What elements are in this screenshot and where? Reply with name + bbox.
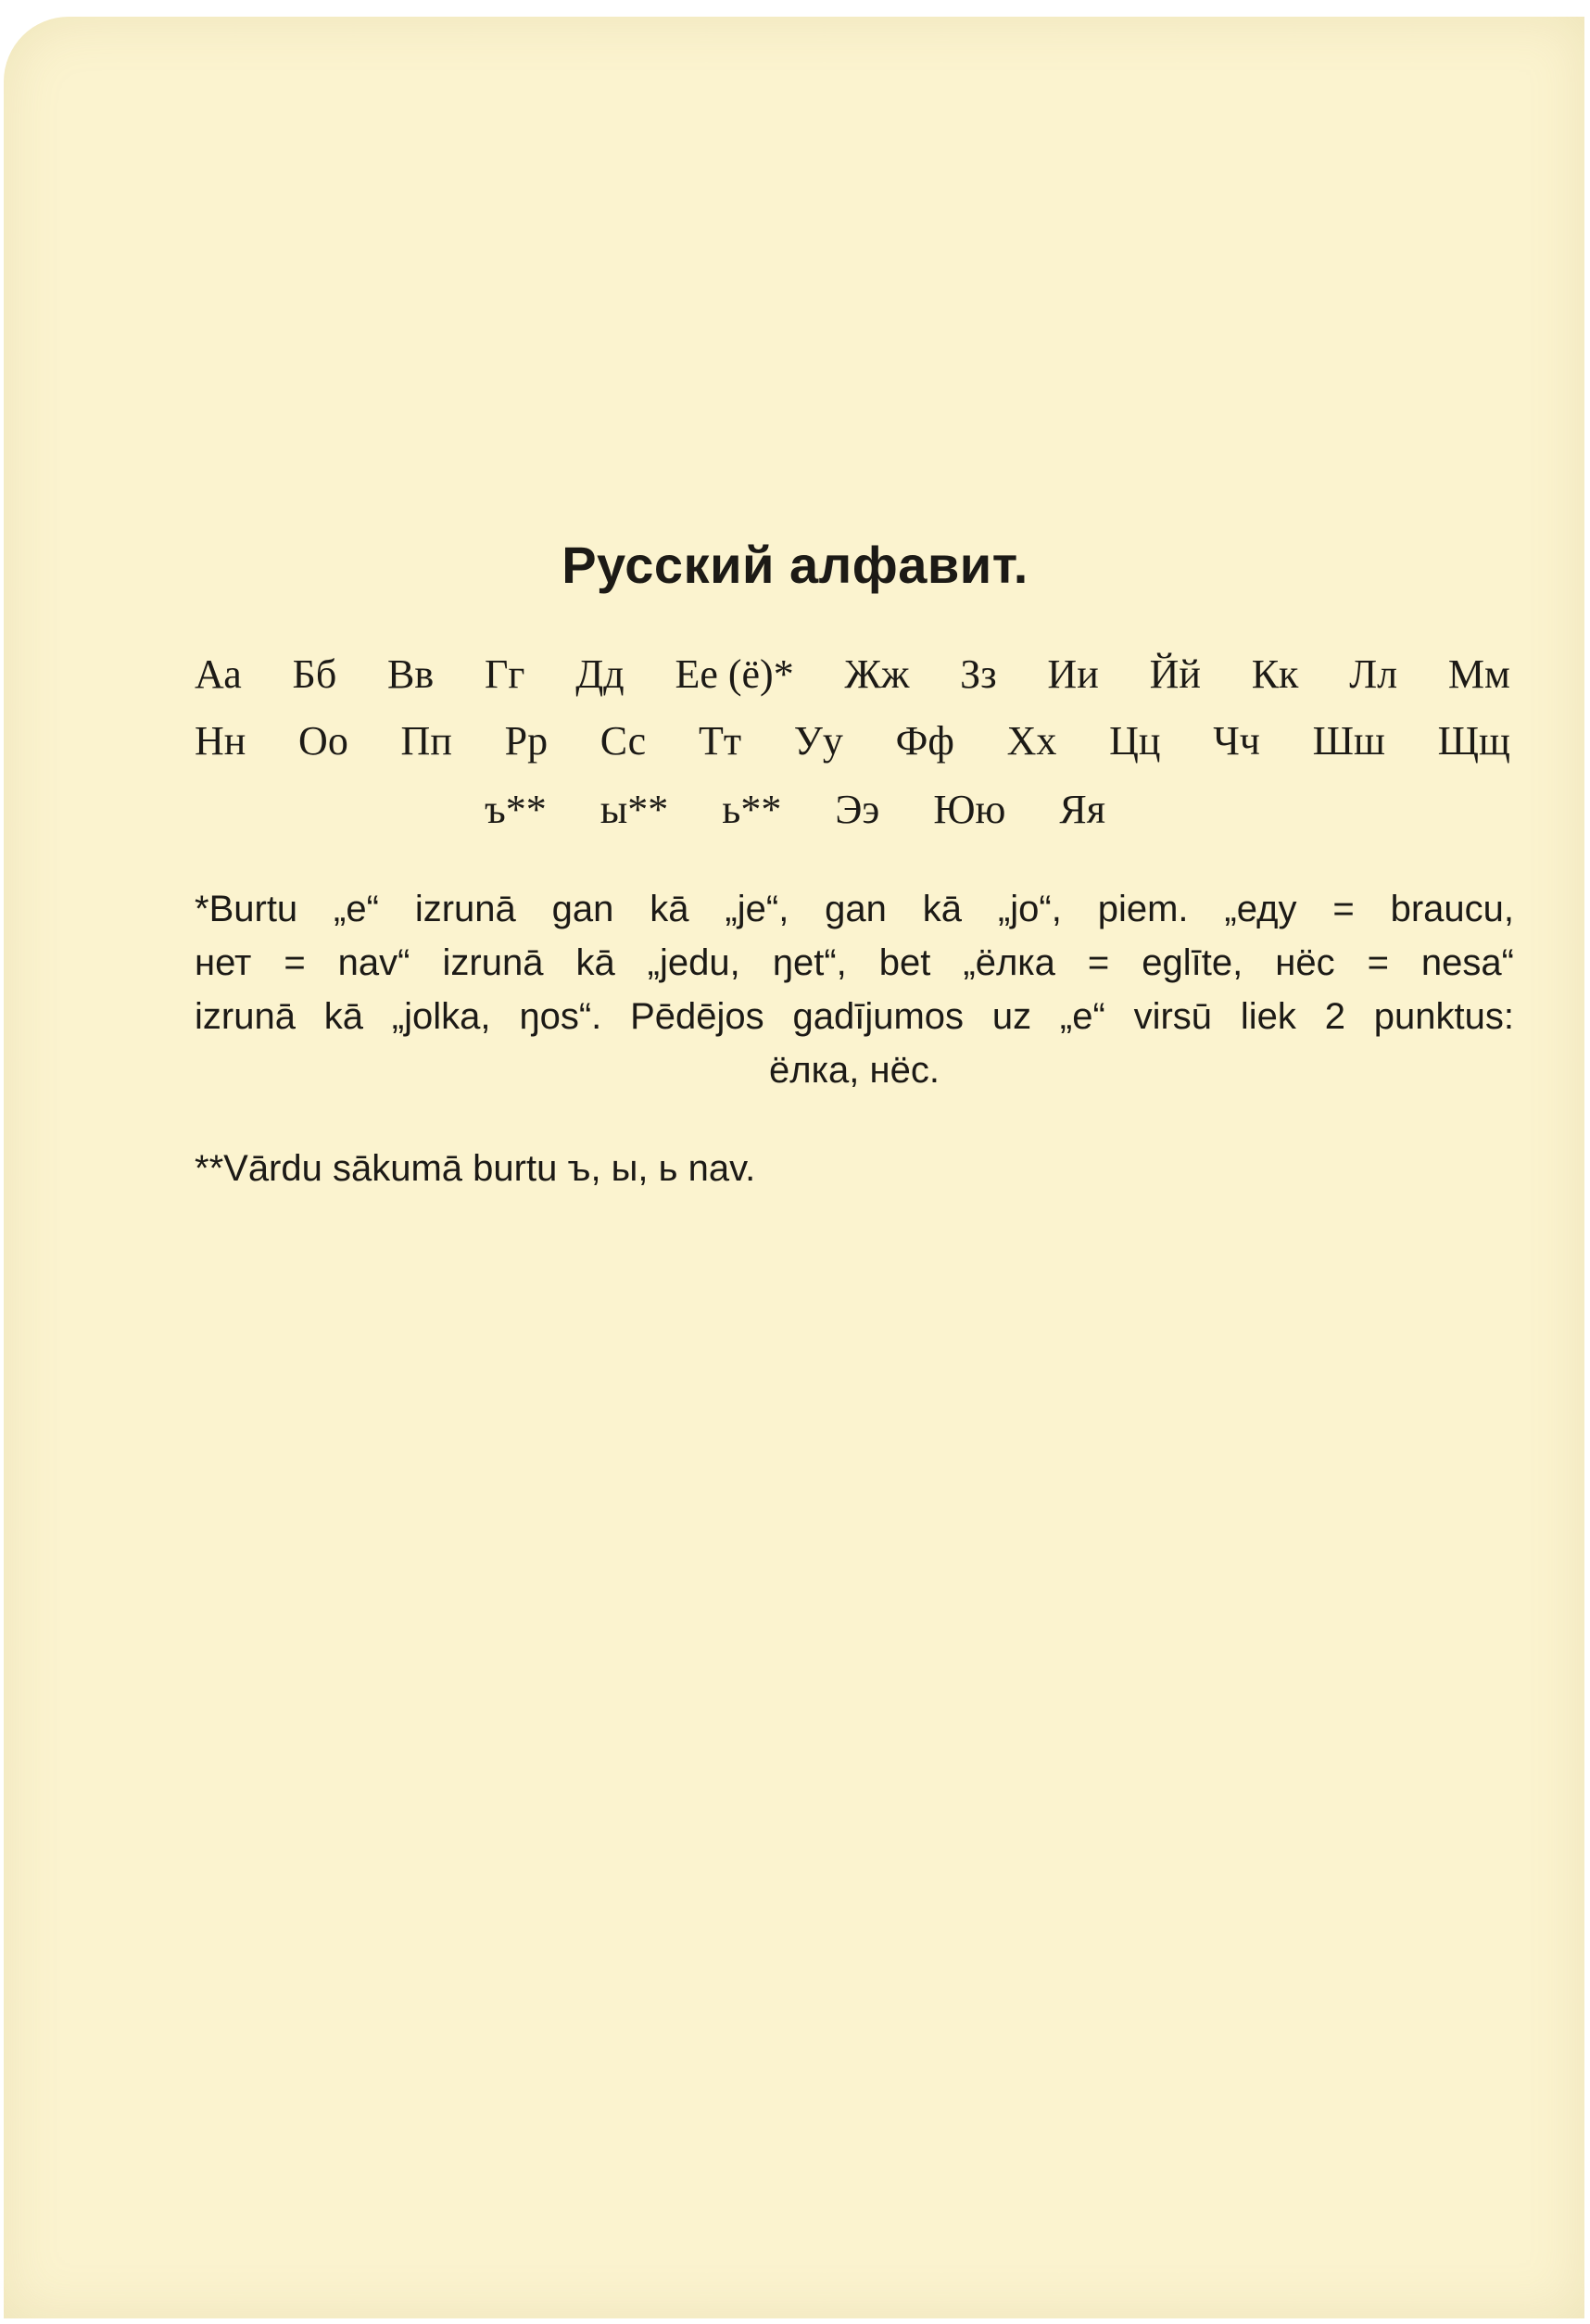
letter-pair: Нн xyxy=(195,718,246,764)
letter-pair: Йй xyxy=(1149,651,1201,697)
letter-pair: Мм xyxy=(1447,651,1510,697)
letter-pair: Хх xyxy=(1006,718,1057,764)
letter-pair: Фф xyxy=(895,718,954,764)
footnote-line: ёлка, нёс. xyxy=(769,1050,940,1091)
footnote-e-pronunciation xyxy=(195,882,1514,1097)
letter-pair: ы** xyxy=(599,787,669,832)
letter-pair: Шш xyxy=(1312,718,1385,764)
letter-pair: Пп xyxy=(400,718,452,764)
letter-pair: Уу xyxy=(793,718,843,764)
letter-pair: Ээ xyxy=(835,787,880,832)
letter-pair: Рр xyxy=(504,718,549,764)
letter-pair: ъ** xyxy=(484,787,547,832)
letter-pair: Ее (ё)* xyxy=(675,651,794,697)
letter-pair: Лл xyxy=(1349,651,1398,697)
letter-pair: Ии xyxy=(1047,651,1099,697)
alphabet-row-3 xyxy=(0,784,1590,836)
footnote-line: *Burtu „e“ izrunā gan kā „je“, gan kā „jo“, piem. „еду = braucu, xyxy=(195,889,1514,929)
letter-pair: Дд xyxy=(575,651,625,697)
letter-pair: Щщ xyxy=(1437,718,1510,764)
footnote-line: нет = nav“ izrunā kā „jedu, ŋet“, bet „ёлка = eglīte, нёс = nesa“ xyxy=(195,942,1514,983)
letter-pair: Цц xyxy=(1109,718,1161,764)
letter-pair: Кк xyxy=(1251,651,1299,697)
letter-pair: Зз xyxy=(960,651,997,697)
letter-pair: Юю xyxy=(933,787,1006,832)
footnote-line: izrunā kā „jolka, ŋos“. Pēdējos gadījumos uz „e“ virsū liek 2 punktus: xyxy=(195,996,1514,1037)
page-title: Русский алфавит. xyxy=(562,536,1028,594)
letter-pair: Аа xyxy=(195,651,242,697)
letter-pair: Тт xyxy=(698,718,742,764)
letter-pair: Оо xyxy=(298,718,348,764)
letter-pair: Яя xyxy=(1059,787,1106,832)
letter-pair: Сс xyxy=(599,718,647,764)
letter-pair: Бб xyxy=(292,651,337,697)
footnote-hard-soft-signs: **Vārdu sākumā burtu ъ, ы, ь nav. xyxy=(195,1148,756,1189)
alphabet-row-1 xyxy=(195,649,1510,701)
alphabet-row-2 xyxy=(195,715,1510,767)
letter-pair: Жж xyxy=(844,651,910,697)
letter-pair: Гг xyxy=(484,651,525,697)
letter-pair: Вв xyxy=(387,651,435,697)
letter-pair: Чч xyxy=(1213,718,1260,764)
letter-pair: ь** xyxy=(722,787,782,832)
